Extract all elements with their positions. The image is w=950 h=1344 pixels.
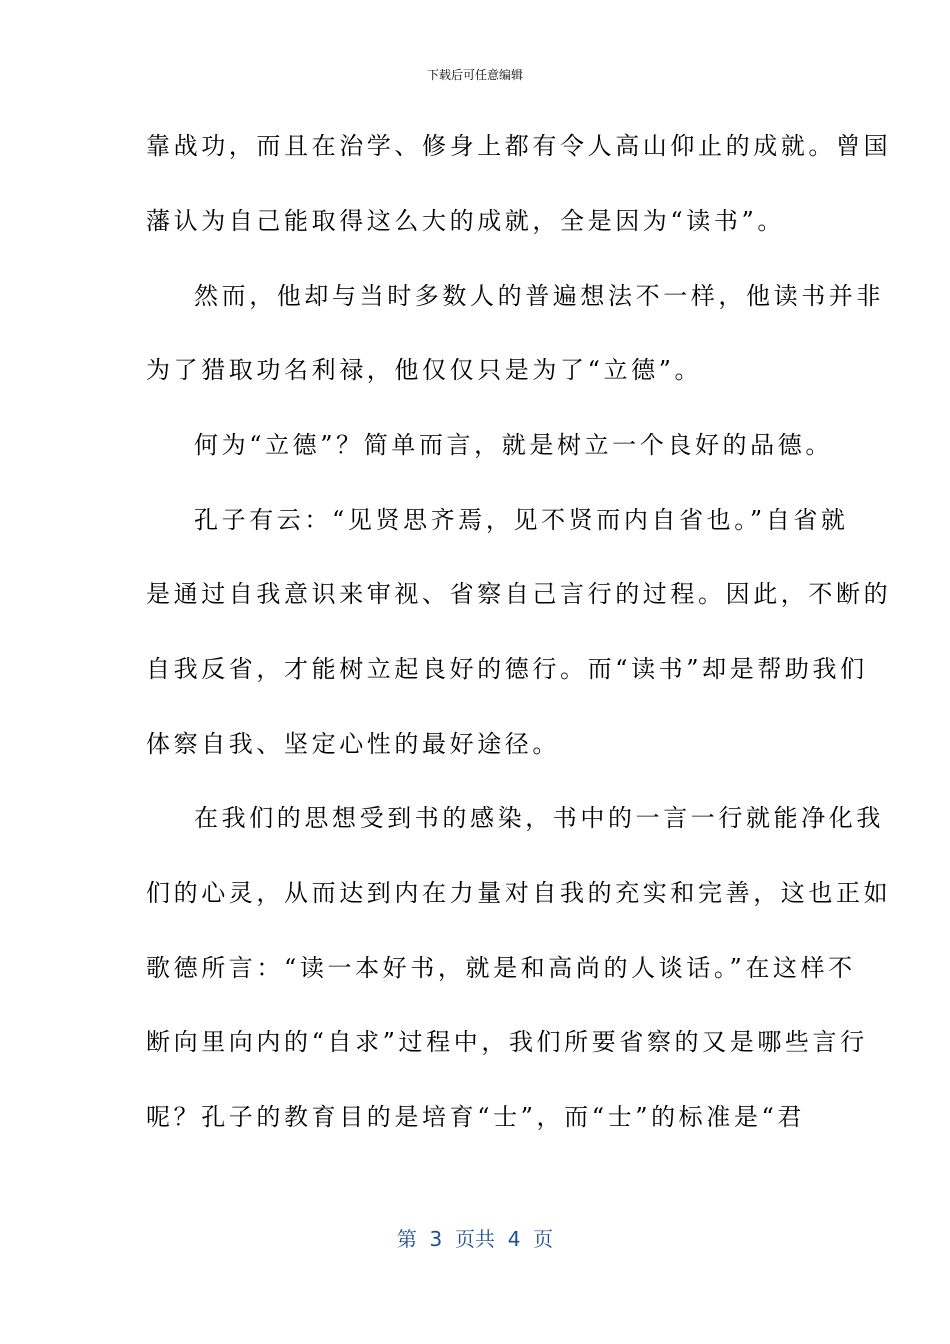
body-line-3: 然而，他却与当时多数人的普遍想法不一样，他读书并非 — [194, 282, 884, 310]
body-line-2: 藩认为自己能取得这么大的成就，全是因为“读书”。 — [146, 207, 785, 235]
body-line-12: 歌德所言：“读一本好书，就是和高尚的人谈话。”在这样不 — [146, 954, 856, 982]
body-line-5: 何为“立德”？简单而言，就是树立一个良好的品德。 — [194, 431, 833, 459]
body-line-11: 们的心灵，从而达到内在力量对自我的充实和完善，这也正如 — [146, 879, 892, 907]
page-header: 下载后可任意编辑 — [426, 68, 523, 82]
body-line-8: 自我反省，才能树立起良好的德行。而“读书”却是帮助我们 — [146, 655, 868, 683]
body-line-14: 呢？孔子的教育目的是培育“士”，而“士”的标准是“君 — [146, 1103, 805, 1131]
body-line-13: 断向里向内的“自求”过程中，我们所要省察的又是哪些言行 — [146, 1028, 868, 1056]
body-line-6: 孔子有云：“见贤思齐焉，见不贤而内自省也。”自省就 — [194, 506, 849, 534]
body-line-7: 是通过自我意识来审视、省察自己言行的过程。因此，不断的 — [146, 580, 892, 608]
body-line-9: 体察自我、坚定心性的最好途径。 — [146, 730, 560, 758]
body-line-10: 在我们的思想受到书的感染，书中的一言一行就能净化我 — [194, 804, 884, 832]
page-footer: 第 3 页共 4 页 — [396, 1227, 554, 1251]
body-line-1: 靠战功，而且在治学、修身上都有令人高山仰止的成就。曾国 — [146, 132, 892, 160]
body-line-4: 为了猎取功名利禄，他仅仅只是为了“立德”。 — [146, 356, 703, 384]
